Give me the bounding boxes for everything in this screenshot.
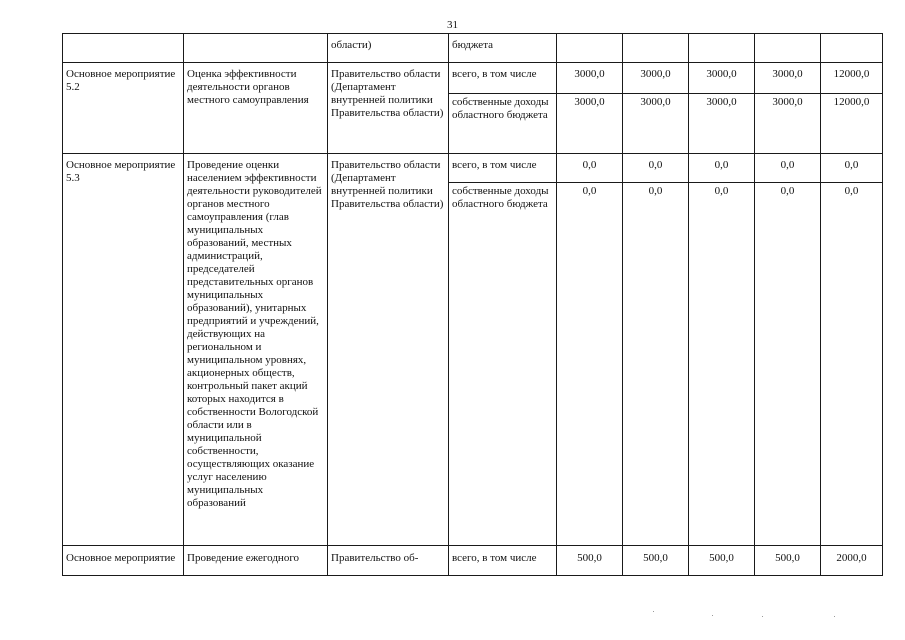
event-cell: Основное мероприятие [63,546,184,576]
scan-speck [762,616,763,617]
value-cell: 2000,0 [821,546,883,576]
value-cell: 0,0 [557,154,623,183]
value-cell: 3000,0 [689,94,755,154]
value-cell: 0,0 [623,183,689,546]
value-cell: 3000,0 [755,63,821,94]
source-cell: всего, в том числе [449,546,557,576]
scan-speck [712,615,713,616]
source-cell: собственные доходы областного бюджета [449,94,557,154]
name-cell: Проведение ежегодного [184,546,328,576]
value-cell: 3000,0 [689,63,755,94]
value-cell [821,34,883,63]
source-cell: собственные доходы областного бюджета [449,183,557,546]
name-cell: Оценка эффективности деятельности органов местного самоуправления [184,63,328,154]
value-cell: 12000,0 [821,63,883,94]
value-cell: 0,0 [821,183,883,546]
scan-speck [834,616,835,617]
value-cell: 3000,0 [623,63,689,94]
executor-cell: Правительство области (Департамент внутренней политики Правительства области) [328,154,449,546]
value-cell: 0,0 [755,154,821,183]
value-cell: 500,0 [623,546,689,576]
source-cell: всего, в том числе [449,63,557,94]
table-row [63,546,883,576]
value-cell: 12000,0 [821,94,883,154]
value-cell: 3000,0 [557,94,623,154]
source-cell: бюджета [449,34,557,63]
budget-table [62,33,883,576]
value-cell [557,34,623,63]
value-cell: 0,0 [821,154,883,183]
value-cell: 0,0 [689,183,755,546]
table-row [63,154,883,183]
event-cell: Основное мероприятие 5.3 [63,154,184,546]
page-number: 31 [447,19,458,31]
executor-cell: Правительство об- [328,546,449,576]
scan-speck [653,611,654,612]
value-cell: 500,0 [689,546,755,576]
executor-cell: области) [328,34,449,63]
value-cell: 500,0 [557,546,623,576]
value-cell: 3000,0 [557,63,623,94]
table-row-continuation [63,34,883,63]
name-cell [184,34,328,63]
name-cell: Проведение оценки населением эффективности деятельности руководителей органов местного самоуправления (глав муниципальных образований, местных администраций, председателей представительных органов муниципальных образований), унитарных предприятий и учреждений, действующих на региональном и муниципальном уровнях, акционерных обществ, контрольный пакет акций которых находится в собственности Вологодской области или в муниципальной собственности, осуществляющих оказание услуг населению муниципальных образований [184,154,328,546]
value-cell [623,34,689,63]
value-cell: 0,0 [623,154,689,183]
source-cell: всего, в том числе [449,154,557,183]
value-cell: 0,0 [557,183,623,546]
value-cell [755,34,821,63]
value-cell [689,34,755,63]
table-row [63,63,883,94]
event-cell: Основное мероприятие 5.2 [63,63,184,154]
value-cell: 500,0 [755,546,821,576]
event-cell [63,34,184,63]
value-cell: 3000,0 [755,94,821,154]
value-cell: 3000,0 [623,94,689,154]
executor-cell: Правительство области (Департамент внутренней политики Правительства области) [328,63,449,154]
value-cell: 0,0 [689,154,755,183]
value-cell: 0,0 [755,183,821,546]
